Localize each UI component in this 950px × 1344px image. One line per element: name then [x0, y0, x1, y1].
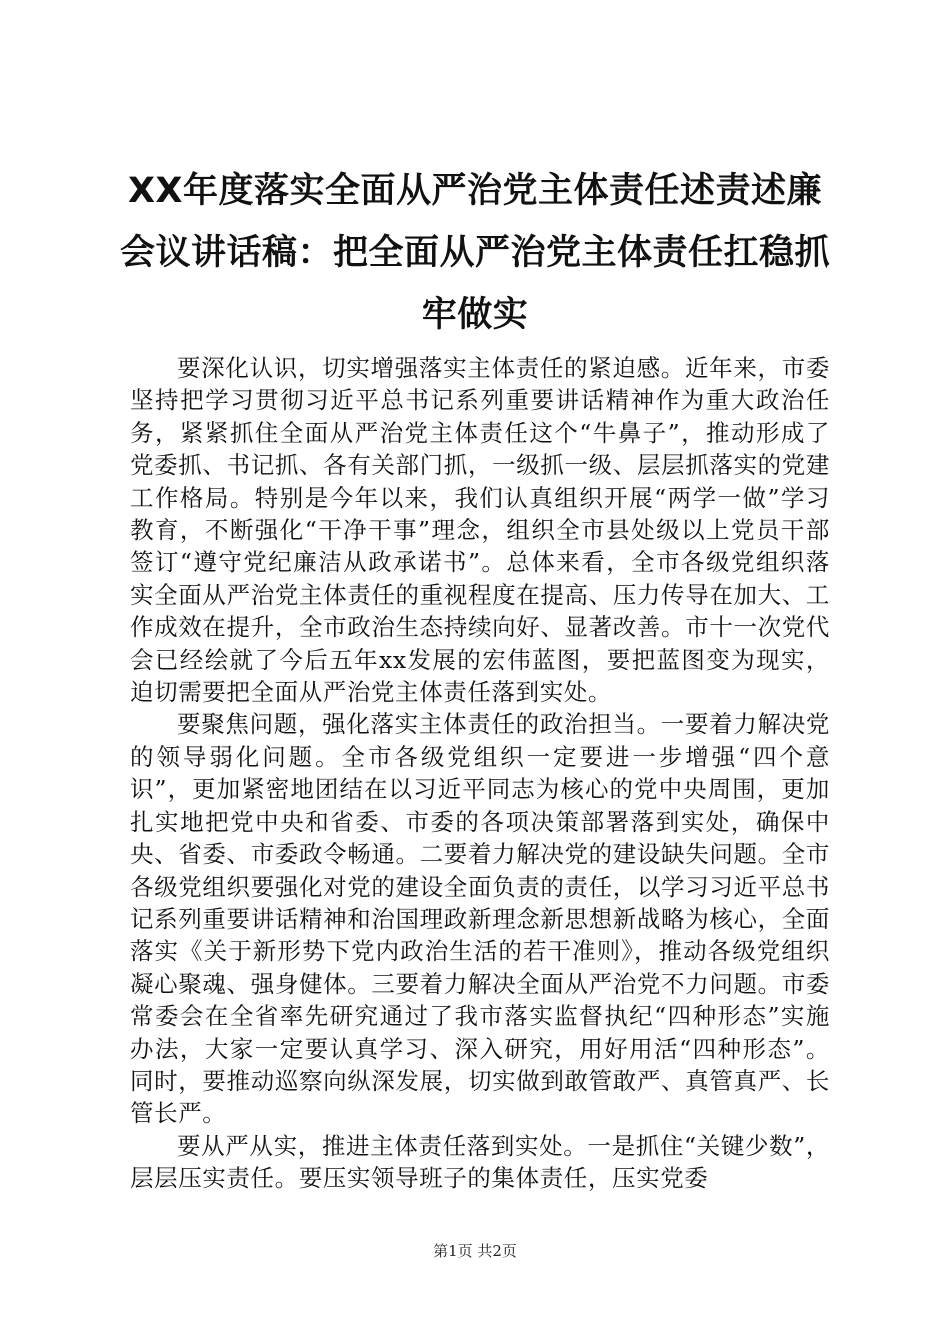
- page-number-footer: 第1页 共2页: [433, 1242, 517, 1260]
- paragraph-1: 要深化认识，切实增强落实主体责任的紧迫感。近年来，市委坚持把学习贯彻习近平总书记系列重要讲话精神作为重大政治任务，紧紧抓住全面从严治党主体责任这个“牛鼻子”，推动形成了党委抓、书记抓、各有关部门抓，一级抓一级、层层抓落实的党建工作格局。特别是今年以来，我们认真组织开展“两学一做”学习教育，不断强化“干净干事”理念，组织全市县处级以上党员干部签订“遵守党纪廉洁从政承诺书”。总体来看，全市各级党组织落实全面从严治党主体责任的重视程度在提高、压力传导在加大、工作成效在提升，全市政治生态持续向好、显著改善。市十一次党代会已经绘就了今后五年xx发展的宏伟蓝图，要把蓝图变为现实，迫切需要把全面从严治党主体责任落到实处。: [130, 354, 830, 707]
- paragraph-3: 要从严从实，推进主体责任落到实处。一是抓住“关键少数”，层层压实责任。要压实领导班子的集体责任，压实党委: [130, 1131, 830, 1193]
- paragraph-2: 要聚焦问题，强化落实主体责任的政治担当。一要着力解决党的领导弱化问题。全市各级党组织一定要进一步增强“四个意识”，更加紧密地团结在以习近平同志为核心的党中央周围，更加扎实地把党中央和省委、市委的各项决策部署落到实处，确保中央、省委、市委政令畅通。二要着力解决党的建设缺失问题。全市各级党组织要强化对党的建设全面负责的责任，以学习习近平总书记系列重要讲话精神和治国理政新理念新思想新战略为核心，全面落实《关于新形势下党内政治生活的若干准则》，推动各级党组织凝心聚魂、强身健体。三要着力解决全面从严治党不力问题。市委常委会在全省率先研究通过了我市落实监督执纪“四种形态”实施办法，大家一定要认真学习、深入研究，用好用活“四种形态”。同时，要推动巡察向纵深发展，切实做到敢管敢严、真管真严、长管长严。: [130, 710, 830, 1128]
- document-title: XX年度落实全面从严治党主体责任述责述廉会议讲话稿：把全面从严治党主体责任扛稳抓牢做实: [120, 171, 831, 335]
- document-body: [130, 352, 830, 1195]
